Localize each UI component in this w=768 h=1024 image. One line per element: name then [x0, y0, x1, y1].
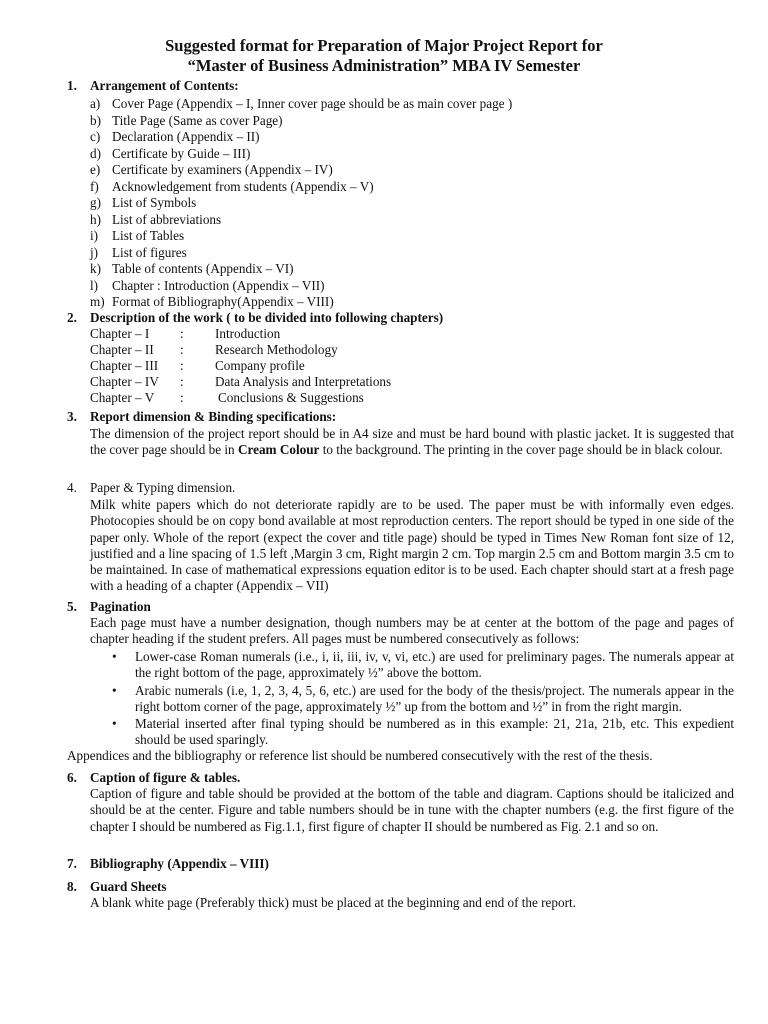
chapter-number: Chapter – III	[90, 358, 159, 373]
list-item-text: Certificate by Guide – III)	[112, 145, 251, 161]
chapter-title: Introduction	[215, 326, 281, 341]
bullet-item: Material inserted after final typing should be numbered as in this example: 21, 21a, 21b, etc. This expedient should be used sparingly.	[135, 716, 734, 748]
chapter-number: Chapter – V	[90, 390, 155, 405]
list-item-letter: m)	[90, 294, 105, 309]
document-title-line-2: “Master of Business Administration” MBA IV Semester	[187, 56, 581, 75]
chapter-number: Chapter – II	[90, 342, 154, 357]
list-item-text: Cover Page (Appendix – I, Inner cover page should be as main cover page )	[112, 96, 513, 111]
list-item-letter: i)	[90, 228, 99, 243]
paragraph-text: to the background. The printing in the cover page should be in black colour.	[319, 442, 723, 458]
list-item-letter: l)	[90, 277, 99, 293]
list-item-letter: c)	[90, 129, 101, 144]
list-item-letter: a)	[90, 96, 101, 111]
paragraph-text: The dimension of the project report should be in A4 size and must be hard bound with plastic jacket. It is suggested that the cover page should be in	[90, 426, 734, 458]
bullet-icon: •	[112, 716, 117, 731]
chapter-title: Data Analysis and Interpretations	[215, 374, 392, 389]
section-number: 7.	[67, 856, 77, 871]
section-heading: Caption of figure & tables.	[90, 770, 241, 785]
chapter-number: Chapter – IV	[90, 374, 159, 389]
section-number: 3.	[67, 409, 77, 424]
list-item-text: Format of Bibliography(Appendix – VIII)	[112, 294, 334, 309]
chapter-separator: :	[180, 326, 184, 341]
section-heading: Arrangement of Contents:	[90, 78, 239, 93]
list-item-text: Chapter : Introduction (Appendix – VII)	[112, 277, 325, 293]
chapter-title: Company profile	[215, 358, 305, 373]
list-item-text: Certificate by examiners (Appendix – IV)	[112, 162, 333, 177]
section-heading: Description of the work ( to be divided into following chapters)	[90, 310, 444, 325]
list-item-text: List of abbreviations	[112, 211, 222, 227]
list-item-letter: e)	[90, 162, 101, 177]
list-item-text: Table of contents (Appendix – VI)	[112, 261, 294, 276]
paragraph-bold-text: Cream Colour	[237, 442, 320, 458]
list-item-letter: k)	[90, 261, 101, 276]
chapter-title: Conclusions & Suggestions	[218, 390, 364, 405]
section-heading: Pagination	[90, 599, 151, 614]
chapter-separator: :	[180, 342, 184, 357]
list-item-text: Title Page (Same as cover Page)	[112, 112, 283, 128]
list-item-letter: d)	[90, 145, 101, 161]
section-number: 8.	[67, 879, 77, 894]
section-paragraph: Milk white papers which do not deteriorate rapidly are to be used. The paper must be with informally even edges. Photocopies should be on copy bond available at most reproduction centers. The report should be typed in one side of the paper only. Whole of the report (expect the cover and title page) should be typed in Times New Roman font size of 12, justified and a line spacing of 1.5 left ,Margin 3 cm, Right margin 2 cm. Top margin 2.5 cm and Bottom margin 3.5 cm to be maintained. In case of mathematical expressions equation editor is to be used. Each chapter should start at a fresh page with a heading of a chapter (Appendix – VII)	[90, 497, 734, 594]
chapter-number: Chapter – I	[90, 326, 150, 341]
bullet-icon: •	[112, 649, 117, 664]
list-item-text: List of Tables	[112, 228, 185, 243]
section-paragraph: Caption of figure and table should be provided at the bottom of the table and diagram. Captions should be italicized and should be at the center. Figure and table numbers should be in tune with the chapter numbers (e.g. the first figure of the chapter I should be numbered as Fig.1.1, first figure of chapter II should be numbered as Fig. 2.1 and so on.	[90, 786, 734, 834]
section-number: 1.	[67, 78, 77, 93]
section-number: 5.	[67, 599, 77, 614]
pagination-closing-text: Appendices and the bibliography or reference list should be numbered consecutively with the rest of the thesis.	[67, 748, 653, 763]
list-item-letter: h)	[90, 211, 101, 227]
list-item-letter: j)	[90, 244, 99, 260]
list-item-letter: f)	[90, 178, 99, 194]
section-paragraph: Each page must have a number designation, though numbers may be at center at the bottom of the page and pages of chapter heading if the student prefers. All pages must be numbered consecutively as follows:	[90, 615, 734, 647]
chapter-title: Research Methodology	[215, 342, 338, 357]
section-heading: Paper & Typing dimension.	[90, 480, 236, 495]
section-heading: Bibliography (Appendix – VIII)	[90, 856, 269, 871]
section-number: 2.	[67, 310, 77, 325]
section-heading: Report dimension & Binding specifications:	[90, 409, 337, 424]
bullet-item: Lower-case Roman numerals (i.e., i, ii, iii, iv, v, vi, etc.) are used for preliminary pages. The numerals appear at the right bottom of the page, approximately ½” above the bottom.	[135, 649, 734, 681]
section-number: 4.	[67, 480, 77, 495]
document-title-line-1: Suggested format for Preparation of Major Project Report for	[165, 36, 603, 55]
list-item-letter: g)	[90, 195, 101, 210]
chapter-separator: :	[180, 390, 184, 405]
list-item-text: List of Symbols	[112, 195, 197, 210]
chapter-separator: :	[180, 358, 184, 373]
list-item-text: Declaration (Appendix – II)	[112, 129, 260, 144]
section-paragraph: A blank white page (Preferably thick) must be placed at the beginning and end of the report.	[90, 895, 576, 910]
section-paragraph	[90, 426, 734, 459]
chapter-separator: :	[180, 374, 184, 389]
section-heading: Guard Sheets	[90, 879, 167, 894]
list-item-text: Acknowledgement from students (Appendix – V)	[112, 178, 374, 194]
bullet-icon: •	[112, 683, 117, 698]
list-item-letter: b)	[90, 112, 101, 128]
list-item-text: List of figures	[112, 244, 187, 260]
bullet-item: Arabic numerals (i.e, 1, 2, 3, 4, 5, 6, etc.) are used for the body of the thesis/project. The numerals appear in the right bottom corner of the page, approximately ½” up from the bottom and ½” in from the right margin.	[135, 683, 734, 715]
section-number: 6.	[67, 770, 77, 785]
